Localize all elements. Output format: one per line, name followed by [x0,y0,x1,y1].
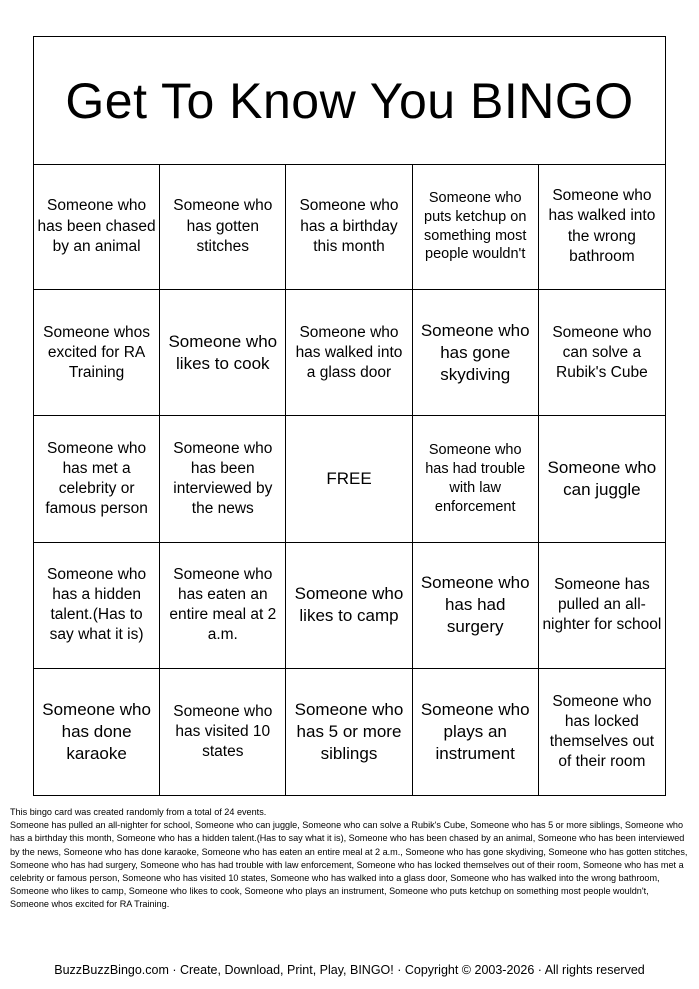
bingo-cell [413,290,539,416]
bingo-cell [34,290,160,416]
bingo-cell [34,416,160,542]
bingo-cell [286,669,412,795]
bingo-cell [160,669,286,795]
bingo-cell [539,290,665,416]
cell-text: Someone who has a birthday this month [299,197,399,255]
title-cell [34,37,665,165]
bingo-cell [286,290,412,416]
bingo-cell [34,164,160,290]
cell-text: Someone who has eaten an entire meal at 2 a.m. [169,565,277,644]
bingo-cell [413,543,539,669]
cell-text: Someone who has 5 or more siblings [294,699,404,763]
bingo-cell [413,164,539,290]
cell-text: Someone who can juggle [547,457,657,499]
cell-text: Someone who has locked themselves out of their room [549,692,655,771]
cell-text: Someone who has been chased by an animal [37,197,156,255]
cell-text: Someone who has had trouble with law enforcement [425,442,526,515]
cell-text: Someone who has walked into a glass door [295,323,403,381]
bingo-cell [34,543,160,669]
bingo-cell [286,164,412,290]
bingo-cell [413,669,539,795]
bingo-cell [539,669,665,795]
info-intro: This bingo card was created randomly from a total of 24 events. [10,807,267,817]
bingo-grid [34,164,665,795]
bingo-cell [539,416,665,542]
cell-text: Someone who has had surgery [420,573,530,637]
cell-text: Someone has pulled an all-nighter for school [542,575,662,634]
bingo-cell [160,416,286,542]
cell-text: Someone who can solve a Rubik's Cube [552,323,652,381]
cell-text: Someone who has visited 10 states [173,702,273,760]
bingo-cell [539,543,665,669]
cell-text: Someone who has gotten stitches [173,197,273,255]
cell-text: Someone who likes to camp [294,584,404,626]
card-info [10,806,690,912]
card-title: Get To Know You BINGO [65,72,634,129]
bingo-cell [286,543,412,669]
cell-text: Someone whos excited for RA Training [43,323,151,381]
footer-text: BuzzBuzzBingo.com · Create, Download, Print, Play, BINGO! · Copyright © 2003-2026 · All rights reserved [54,963,645,977]
bingo-cell-free [286,416,412,542]
cell-text: Someone who likes to cook [168,331,278,373]
cell-text: Someone who has gone skydiving [420,320,530,384]
info-event-list: Someone has pulled an all-nighter for school, Someone who can juggle, Someone who can solve a Rubik's Cube, Someone who has 5 or more siblings, Someone who has a birthday this month, Someone who has a hidden talent.(Has to say what it is), Someone who has been chased by an animal, Someone who has been interviewed by the news, Someone who has done karaoke, Someone who has eaten an entire meal at 2 a.m., Someone who has gone skydiving, Someone who has gotten stitches, Someone who has had surgery, Someone who has had trouble with law enforcement, Someone who has locked themselves out of their room, Someone who has met a celebrity or famous person, Someone who has visited 10 states, Someone who has walked into a glass door, Someone who has walked into the wrong bathroom, Someone who likes to camp, Someone who likes to cook, Someone who plays an instrument, Someone who puts ketchup on something most people wouldn't, Someone whos excited for RA Training. [10,820,688,910]
cell-text: Someone who has a hidden talent.(Has to say what it is) [47,565,147,644]
free-space-text: FREE [326,468,372,488]
bingo-cell [160,290,286,416]
cell-text: Someone who has been interviewed by the news [173,439,273,518]
cell-text: Someone who has met a celebrity or famous person [45,439,148,518]
cell-text: Someone who has done karaoke [42,699,151,763]
bingo-cell [160,543,286,669]
bingo-card [33,36,666,796]
bingo-cell [160,164,286,290]
bingo-cell [34,669,160,795]
bingo-cell [413,416,539,542]
bingo-cell [539,164,665,290]
cell-text: Someone who plays an instrument [420,699,530,763]
cell-text: Someone who has walked into the wrong bathroom [548,187,656,265]
cell-text: Someone who puts ketchup on something most people wouldn't [424,189,527,263]
